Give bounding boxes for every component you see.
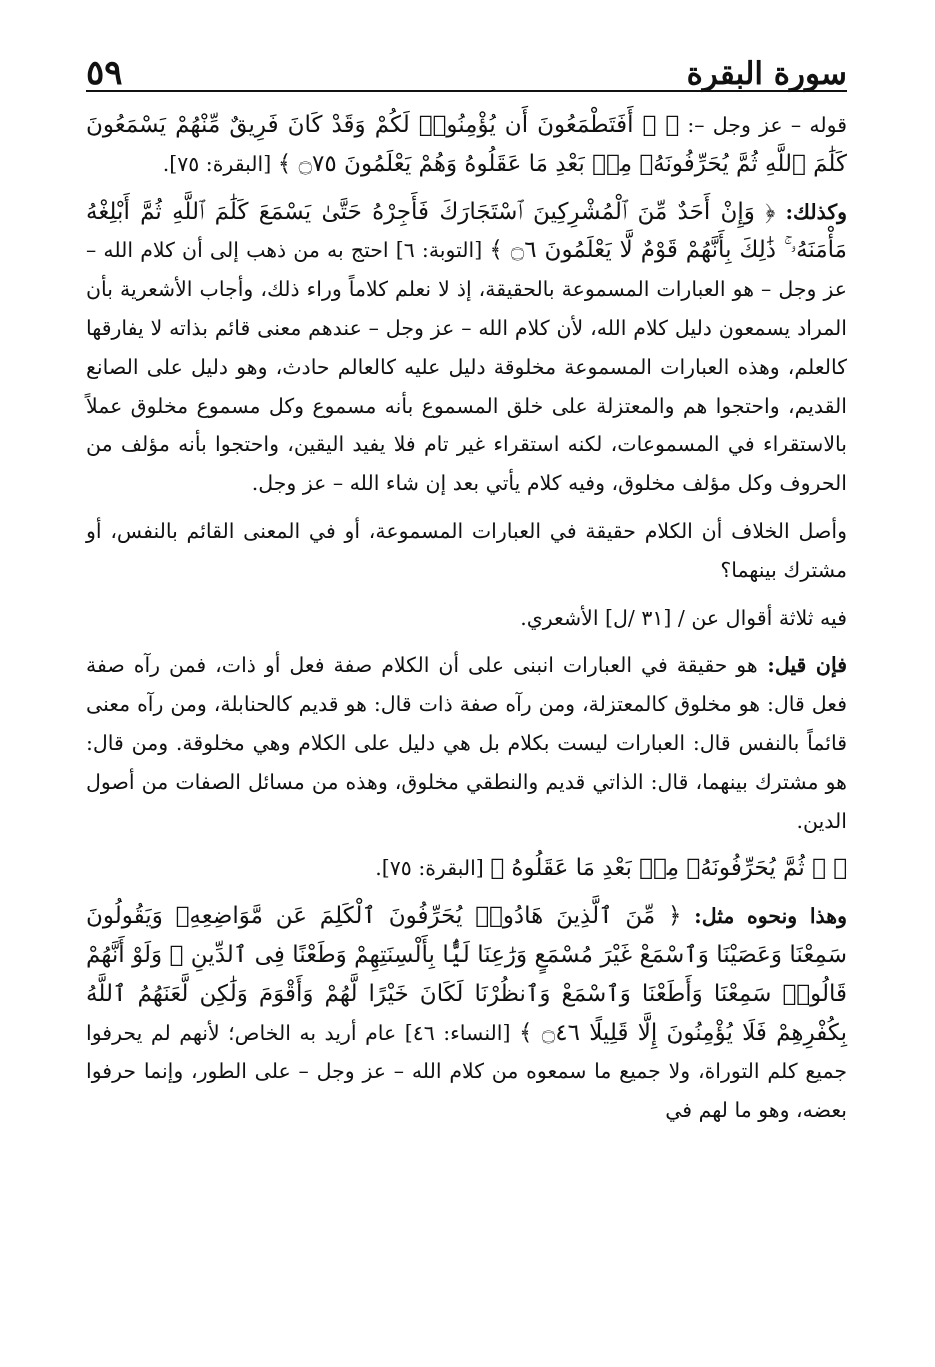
quran-verse: ﴿ ۞ ثُمَّ يُحَرِّفُونَهُۥ مِنۢ بَعْدِ مَا عَقَلُوهُ ﴾ [490, 855, 847, 882]
surah-title: سورة البقرة [686, 56, 847, 92]
paragraph-lead: فإن قيل: [757, 653, 848, 678]
paragraph [86, 599, 847, 638]
prose-text: [التوبة: ٦] احتج به من ذهب إلى أن كلام الله – عز وجل – هو العبارات المسموعة بالحقيقة، إذ لا نعلم كلاماً وراء ذلك، وأجاب الأشعرية بأن المراد يسمعون دليل كلام الله، لأن كلام الله – عز وجل – عندهم معنى قائم بذاته لا يفارقها كالعلم، وهذه العبارات المسموعة مخلوقة دليل عليه كالعالم حادث، وهو دليل على الصانع القديم، واحتجوا هم والمعتزلة على خلق المسموع بأنه مسموع وكل مسموع مخلوق عملاً بالاستقراء في المسموعات، لكنه استقراء غير تام فلا يفيد اليقين، واحتجوا بأنه مؤلف من الحروف وكل مؤلف مخلوق، وفيه كلام يأتي بعد إن شاء الله – عز وجل. [86, 238, 847, 496]
paragraph [86, 646, 847, 840]
paragraph-lead: وكذلك: [775, 199, 847, 224]
quran-verse: ﴿ ۞ أَفَتَطْمَعُونَ أَن يُؤْمِنُوا۟ لَكُمْ وَقَدْ كَانَ فَرِيقٌ مِّنْهُمْ يَسْمَعُونَ كَلَٰمَ ٱللَّهِ ثُمَّ يُحَرِّفُونَهُۥ مِنۢ بَعْدِ مَا عَقَلُوهُ وَهُمْ يَعْلَمُونَ ۝٧٥ ﴾ [86, 112, 847, 177]
prose-text: قوله – عز وجل –: [679, 113, 847, 137]
page-body [86, 106, 847, 1130]
prose-text: [النساء: ٤٦] عام أريد به الخاص؛ لأنهم لم يحرفوا جميع كلم التوراة، ولا جميع ما سمعوه من كلام الله – عز وجل – على الطور، وإنما حرفوا بعضه، وهو ما لهم في [86, 1020, 847, 1123]
paragraph [86, 512, 847, 590]
prose-text: هو حقيقة في العبارات انبنى على أن الكلام صفة فعل أو ذات، فمن رآه صفة فعل قال: هو مخلوق كالمعتزلة، ومن رآه صفة ذات قال: هو قديم كالحنابلة، ومن رآه معنى قائماً بالنفس قال: العبارات ليست بكلام بل هي دليل على الكلام وهي مخلوقة. ومن قال: هو مشترك بينهما، قال: الذاتي قديم والنطقي مخلوق، وهذه من مسائل الصفات من أصول الدين. [86, 653, 847, 833]
paragraph [86, 106, 847, 184]
quran-verse: ﴿ مِّنَ ٱلَّذِينَ هَادُوا۟ يُحَرِّفُونَ ٱلْكَلِمَ عَن مَّوَاضِعِهِۦ وَيَقُولُونَ سَمِعْنَا وَعَصَيْنَا وَٱسْمَعْ غَيْرَ مُسْمَعٍ وَرَٰعِنَا لَيًّۢا بِأَلْسِنَتِهِمْ وَطَعْنًا فِى ٱلدِّينِ ۚ وَلَوْ أَنَّهُمْ قَالُوا۟ سَمِعْنَا وَأَطَعْنَا وَٱسْمَعْ وَٱنظُرْنَا لَكَانَ خَيْرًا لَّهُمْ وَأَقْوَمَ وَلَٰكِن لَّعَنَهُمُ ٱللَّهُ بِكُفْرِهِمْ فَلَا يُؤْمِنُونَ إِلَّا قَلِيلًا ۝٤٦ ﴾ [86, 903, 847, 1046]
page-number: ٥٩ [86, 53, 123, 93]
paragraph [86, 849, 847, 888]
prose-text: وأصل الخلاف أن الكلام حقيقة في العبارات المسموعة، أو في المعنى القائم بالنفس، أو مشترك بينهما؟ [86, 518, 847, 582]
page-header [86, 34, 847, 92]
paragraph-lead: وهذا ونحوه مثل: [681, 904, 847, 929]
quran-verse: ﴿ وَإِنْ أَحَدٌ مِّنَ ٱلْمُشْرِكِينَ ٱسْتَجَارَكَ فَأَجِرْهُ حَتَّىٰ يَسْمَعَ كَلَٰمَ ٱللَّهِ ثُمَّ أَبْلِغْهُ مَأْمَنَهُۥ ۚ ذَٰلِكَ بِأَنَّهُمْ قَوْمٌ لَّا يَعْلَمُونَ ۝٦ ﴾ [86, 198, 847, 264]
prose-text: فيه ثلاثة أقوال عن / [٣١ /ل] الأشعري. [520, 605, 847, 630]
paragraph [86, 897, 847, 1130]
paragraph [86, 193, 847, 503]
prose-text: [البقرة: ٧٥]. [162, 151, 278, 176]
prose-text: [البقرة: ٧٥]. [375, 856, 491, 881]
